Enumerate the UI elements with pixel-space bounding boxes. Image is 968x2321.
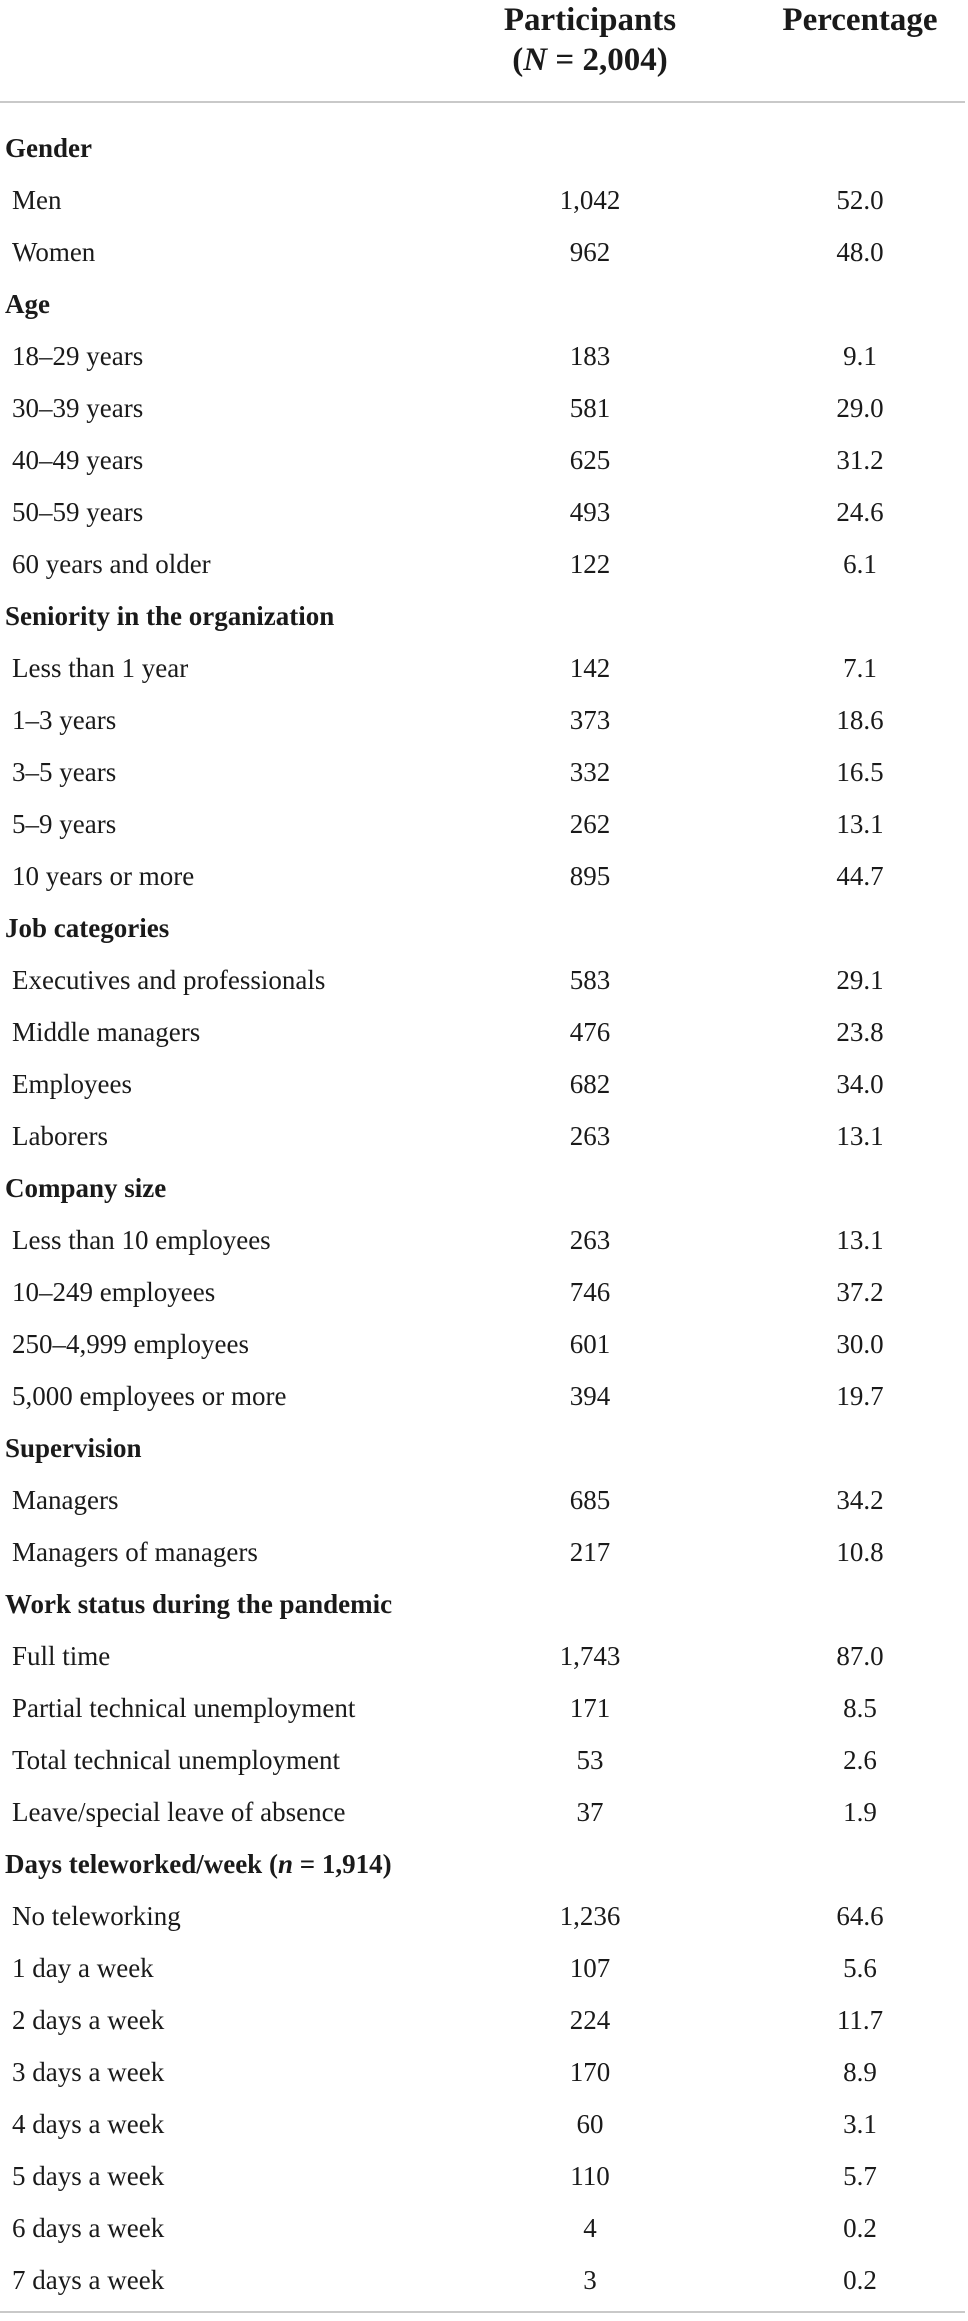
row-label <box>12 1682 355 1734</box>
row-label <box>12 694 116 746</box>
table-row <box>0 850 968 902</box>
row-label <box>12 1942 154 1994</box>
participants-cell: 53 <box>576 1745 604 1775</box>
percentage-cell: 31.2 <box>836 445 884 475</box>
percentage-cell: 8.9 <box>843 2057 877 2087</box>
percentage-cell: 13.1 <box>836 809 884 839</box>
section-label <box>5 1578 392 1630</box>
percentage-cell: 16.5 <box>836 757 884 787</box>
row-label <box>12 1214 271 1266</box>
label-text: 7 days a week <box>12 2265 165 2295</box>
label-text: Men <box>12 185 62 215</box>
label-text: Executives and professionals <box>12 965 326 995</box>
label-text: 1 day a week <box>12 1953 154 1983</box>
table-row <box>0 2098 968 2150</box>
participants-cell: 601 <box>569 1329 611 1359</box>
column-header-participants-title: Participants <box>503 2 677 38</box>
percentage-cell: 13.1 <box>836 1225 884 1255</box>
label-text: Partial technical unemployment <box>12 1693 356 1723</box>
label-text: 5,000 employees or more <box>12 1381 287 1411</box>
section-header-row <box>0 1162 968 1214</box>
percentage-cell: 29.1 <box>836 965 884 995</box>
row-label <box>12 850 194 902</box>
table-row <box>0 486 968 538</box>
table-row <box>0 1942 968 1994</box>
participants-cell: 262 <box>569 809 611 839</box>
percentage-cell: 0.2 <box>843 2265 877 2295</box>
percentage-cell: 52.0 <box>836 185 884 215</box>
percentage-cell: 9.1 <box>843 341 877 371</box>
participants-cell: 3 <box>583 2265 597 2295</box>
row-label <box>12 954 325 1006</box>
label-text: Company size <box>5 1173 167 1203</box>
table-body <box>0 122 968 2306</box>
row-label <box>12 798 116 850</box>
label-text: Days teleworked/week ( <box>5 1849 278 1879</box>
percentage-cell: 34.0 <box>836 1069 884 1099</box>
percentage-cell: 5.6 <box>843 1953 877 1983</box>
label-text: 30–39 years <box>12 393 144 423</box>
row-label <box>12 2098 164 2150</box>
label-text: Age <box>5 289 50 319</box>
percentage-cell: 30.0 <box>836 1329 884 1359</box>
label-text: 50–59 years <box>12 497 144 527</box>
participants-cell: 263 <box>569 1121 611 1151</box>
header-divider <box>0 101 965 103</box>
label-variable: n <box>277 1849 293 1879</box>
row-label <box>12 1890 181 1942</box>
label-text: 5–9 years <box>12 809 117 839</box>
row-label <box>12 2150 164 2202</box>
percentage-cell: 13.1 <box>836 1121 884 1151</box>
row-label <box>12 1786 346 1838</box>
column-header-participants <box>430 0 750 80</box>
row-label <box>12 1058 132 1110</box>
table-row <box>0 2046 968 2098</box>
participants-cell: 895 <box>569 861 611 891</box>
row-label <box>12 486 143 538</box>
label-text: No teleworking <box>12 1901 181 1931</box>
table-row <box>0 1734 968 1786</box>
table-row <box>0 1110 968 1162</box>
percentage-cell: 11.7 <box>836 2005 884 2035</box>
table-row <box>0 330 968 382</box>
row-label <box>12 1370 286 1422</box>
label-text: 3–5 years <box>12 757 117 787</box>
row-label <box>12 1994 164 2046</box>
percentage-cell: 0.2 <box>843 2213 877 2243</box>
table-row <box>0 538 968 590</box>
participants-cell: 122 <box>569 549 611 579</box>
row-label <box>12 538 211 590</box>
label-text: Supervision <box>5 1433 142 1463</box>
participants-cell: 373 <box>569 705 611 735</box>
percentage-cell: 64.6 <box>836 1901 884 1931</box>
label-text: Employees <box>12 1069 132 1099</box>
section-label <box>5 1422 142 1474</box>
section-label <box>5 122 92 174</box>
label-text: Middle managers <box>12 1017 201 1047</box>
label-text: Managers of managers <box>12 1537 258 1567</box>
participants-cell: 493 <box>569 497 611 527</box>
percentage-cell: 37.2 <box>836 1277 884 1307</box>
row-label <box>12 1266 215 1318</box>
percentage-cell: 18.6 <box>836 705 884 735</box>
table-row <box>0 1526 968 1578</box>
percentage-cell: 23.8 <box>836 1017 884 1047</box>
label-text: 10–249 employees <box>12 1277 216 1307</box>
table-row <box>0 1370 968 1422</box>
participants-cell: 263 <box>569 1225 611 1255</box>
label-text: Leave/special leave of absence <box>12 1797 346 1827</box>
percentage-cell: 6.1 <box>843 549 877 579</box>
row-label <box>12 1474 118 1526</box>
participants-cell: 583 <box>569 965 611 995</box>
table-row <box>0 1266 968 1318</box>
participants-cell: 183 <box>569 341 611 371</box>
participants-cell: 1,743 <box>559 1641 621 1671</box>
table-row <box>0 1630 968 1682</box>
participants-cell: 4 <box>583 2213 597 2243</box>
label-text: 18–29 years <box>12 341 144 371</box>
row-label <box>12 174 62 226</box>
participants-cell: 682 <box>569 1069 611 1099</box>
label-text: 3 days a week <box>12 2057 165 2087</box>
participants-cell: 60 <box>576 2109 604 2139</box>
participants-cell: 107 <box>569 1953 611 1983</box>
n-prefix: ( <box>512 42 524 78</box>
table-row <box>0 1890 968 1942</box>
table-row <box>0 382 968 434</box>
participants-cell: 476 <box>569 1017 611 1047</box>
table-header <box>0 0 968 100</box>
label-text: 2 days a week <box>12 2005 165 2035</box>
table-row <box>0 226 968 278</box>
table-row <box>0 1318 968 1370</box>
table-row <box>0 954 968 1006</box>
table-row <box>0 798 968 850</box>
row-label <box>12 1526 258 1578</box>
participants-cell: 1,236 <box>559 1901 621 1931</box>
footer-divider <box>0 2311 965 2313</box>
participants-cell: 685 <box>569 1485 611 1515</box>
label-text: 60 years and older <box>12 549 211 579</box>
participants-cell: 394 <box>569 1381 611 1411</box>
participants-cell: 1,042 <box>559 185 621 215</box>
participants-cell: 170 <box>569 2057 611 2087</box>
label-text: 1–3 years <box>12 705 117 735</box>
table-row <box>0 174 968 226</box>
participants-cell: 962 <box>569 237 611 267</box>
section-header-row <box>0 278 968 330</box>
table-row <box>0 2202 968 2254</box>
participants-cell: 224 <box>569 2005 611 2035</box>
label-text: Job categories <box>5 913 170 943</box>
percentage-cell: 10.8 <box>836 1537 884 1567</box>
row-label <box>12 2046 164 2098</box>
percentage-cell: 19.7 <box>836 1381 884 1411</box>
label-suffix: = 1,914) <box>292 1849 392 1879</box>
section-header-row <box>0 902 968 954</box>
column-header-participants-n <box>430 40 750 80</box>
label-text: 10 years or more <box>12 861 195 891</box>
participants-cell: 746 <box>569 1277 611 1307</box>
label-text: Less than 1 year <box>12 653 189 683</box>
table-row <box>0 642 968 694</box>
label-text: 4 days a week <box>12 2109 165 2139</box>
table-row <box>0 1058 968 1110</box>
percentage-cell: 7.1 <box>843 653 877 683</box>
table-row <box>0 746 968 798</box>
row-label <box>12 382 143 434</box>
table-row <box>0 434 968 486</box>
percentage-cell: 8.5 <box>843 1693 877 1723</box>
label-text: Seniority in the organization <box>5 601 335 631</box>
table-row <box>0 1214 968 1266</box>
percentage-cell: 44.7 <box>836 861 884 891</box>
label-text: Total technical unemployment <box>12 1745 341 1775</box>
label-text: 40–49 years <box>12 445 144 475</box>
section-header-row <box>0 1422 968 1474</box>
label-text: 5 days a week <box>12 2161 165 2191</box>
label-text: Full time <box>12 1641 111 1671</box>
section-label <box>5 1838 392 1890</box>
section-label <box>5 278 50 330</box>
section-label <box>5 590 334 642</box>
label-text: 250–4,999 employees <box>12 1329 249 1359</box>
row-label <box>12 1630 110 1682</box>
n-variable: N <box>523 42 548 78</box>
row-label <box>12 1006 200 1058</box>
label-text: Women <box>12 237 96 267</box>
row-label <box>12 434 143 486</box>
table-row <box>0 1682 968 1734</box>
participants-cell: 37 <box>576 1797 604 1827</box>
percentage-cell: 5.7 <box>843 2161 877 2191</box>
table-row <box>0 1006 968 1058</box>
section-header-row <box>0 1838 968 1890</box>
row-label <box>12 642 188 694</box>
table-row <box>0 1994 968 2046</box>
label-text: Gender <box>5 133 92 163</box>
label-text: Less than 10 employees <box>12 1225 271 1255</box>
label-text: Laborers <box>12 1121 108 1151</box>
table-row <box>0 2254 968 2306</box>
label-text: Work status during the pandemic <box>5 1589 393 1619</box>
section-header-row <box>0 1578 968 1630</box>
row-label <box>12 226 95 278</box>
percentage-cell: 87.0 <box>836 1641 884 1671</box>
section-header-row <box>0 590 968 642</box>
row-label <box>12 2254 164 2306</box>
participants-cell: 110 <box>570 2161 610 2191</box>
row-label <box>12 330 143 382</box>
column-header-percentage: Percentage <box>782 2 938 38</box>
table-row <box>0 694 968 746</box>
table-row <box>0 1786 968 1838</box>
row-label <box>12 1734 340 1786</box>
row-label <box>12 746 116 798</box>
participants-cell: 332 <box>569 757 611 787</box>
n-value: = 2,004) <box>547 42 668 78</box>
percentage-cell: 3.1 <box>843 2109 877 2139</box>
participants-cell: 217 <box>569 1537 611 1567</box>
label-text: Managers <box>12 1485 119 1515</box>
table-row <box>0 1474 968 1526</box>
section-label <box>5 902 169 954</box>
percentage-cell: 24.6 <box>836 497 884 527</box>
table-row <box>0 2150 968 2202</box>
label-text: 6 days a week <box>12 2213 165 2243</box>
section-label <box>5 1162 166 1214</box>
section-header-row <box>0 122 968 174</box>
participants-cell: 142 <box>569 653 611 683</box>
percentage-cell: 1.9 <box>843 1797 877 1827</box>
percentage-cell: 48.0 <box>836 237 884 267</box>
participants-cell: 625 <box>569 445 611 475</box>
row-label <box>12 1110 108 1162</box>
participants-cell: 581 <box>569 393 611 423</box>
row-label <box>12 1318 249 1370</box>
percentage-cell: 34.2 <box>836 1485 884 1515</box>
percentage-cell: 2.6 <box>843 1745 877 1775</box>
participants-cell: 171 <box>569 1693 611 1723</box>
row-label <box>12 2202 164 2254</box>
percentage-cell: 29.0 <box>836 393 884 423</box>
